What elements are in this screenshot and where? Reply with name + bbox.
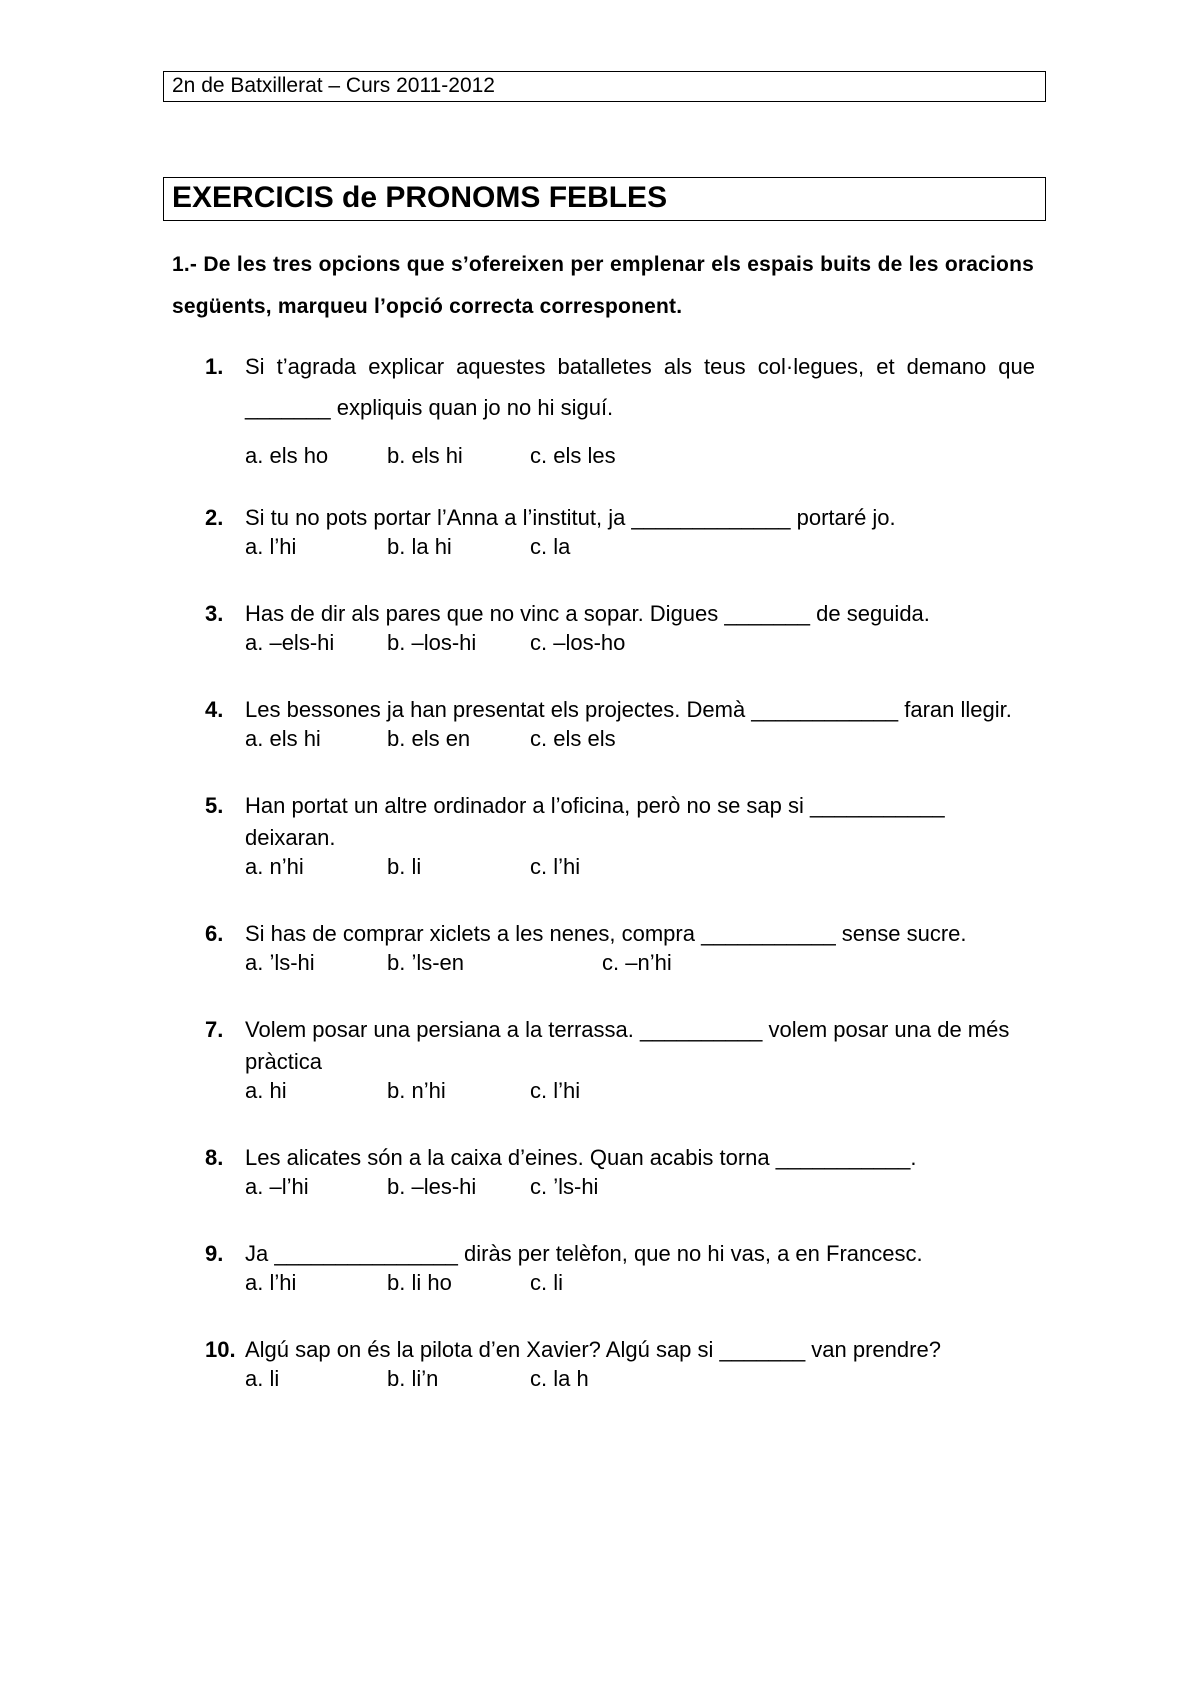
question-text: Has de dir als pares que no vinc a sopar. Digues _______ de seguida. (245, 601, 930, 626)
option-b[interactable]: b. els hi (387, 443, 463, 468)
question-text: Si tu no pots portar l’Anna a l’institut, ja _____________ portaré jo. (245, 505, 896, 530)
question-item (205, 918, 1035, 950)
option-c[interactable]: c. l’hi (530, 1078, 581, 1103)
option-b[interactable]: b. li’n (387, 1366, 439, 1391)
question-number: 10. (205, 1337, 236, 1362)
option-a[interactable]: a. –l’hi (245, 1174, 309, 1199)
question-number: 6. (205, 921, 224, 946)
option-b[interactable]: b. li (387, 854, 422, 879)
question-text: Algú sap on és la pilota d’en Xavier? Algú sap si _______ van prendre? (245, 1337, 941, 1362)
option-b[interactable]: b. –les-hi (387, 1174, 477, 1199)
answer-options (245, 726, 1035, 758)
question-text: Les alicates són a la caixa d’eines. Quan acabis torna ___________. (245, 1145, 917, 1170)
answer-options (245, 1078, 1035, 1110)
option-a[interactable]: a. ’ls-hi (245, 950, 315, 975)
question-number: 8. (205, 1145, 224, 1170)
option-a[interactable]: a. els ho (245, 443, 329, 468)
question-text: Si t’agrada explicar aquestes batalletes als teus col·legues, et demano que _______ expliquis quan jo no hi siguí. (245, 354, 1035, 420)
option-a[interactable]: a. l’hi (245, 1270, 297, 1295)
option-c[interactable]: c. la (530, 534, 571, 559)
option-a[interactable]: a. l’hi (245, 534, 297, 559)
question-item (205, 502, 1035, 534)
question-number: 7. (205, 1017, 224, 1042)
question-number: 3. (205, 601, 224, 626)
answer-options (245, 854, 1035, 886)
question-item (205, 598, 1035, 630)
option-b[interactable]: b. –los-hi (387, 630, 477, 655)
question-text: Volem posar una persiana a la terrassa. __________ volem posar una de més pràctica (245, 1017, 1010, 1074)
question-item (205, 1014, 1035, 1078)
question-item (205, 1334, 1035, 1366)
course-header: 2n de Batxillerat – Curs 2011-2012 (163, 71, 1046, 102)
option-a[interactable]: a. –els-hi (245, 630, 335, 655)
answer-options (245, 1174, 1035, 1206)
option-a[interactable]: a. hi (245, 1078, 287, 1103)
question-number: 9. (205, 1241, 224, 1266)
question-number: 1. (205, 354, 224, 379)
answer-options (245, 630, 1035, 662)
option-c[interactable]: c. –n’hi (602, 950, 672, 975)
question-number: 5. (205, 793, 224, 818)
option-b[interactable]: b. els en (387, 726, 471, 751)
question-item (205, 1142, 1035, 1174)
option-c[interactable]: c. l’hi (530, 854, 581, 879)
question-item (205, 346, 1035, 428)
option-b[interactable]: b. la hi (387, 534, 452, 559)
question-number: 4. (205, 697, 224, 722)
option-c[interactable]: c. els les (530, 443, 616, 468)
option-b[interactable]: b. n’hi (387, 1078, 446, 1103)
answer-options (245, 1366, 1035, 1398)
page-title: EXERCICIS de PRONOMS FEBLES (163, 177, 1046, 221)
option-a[interactable]: a. n’hi (245, 854, 304, 879)
option-c[interactable]: c. ’ls-hi (530, 1174, 599, 1199)
answer-options (245, 534, 1035, 566)
question-text: Han portat un altre ordinador a l’oficina, però no se sap si ___________ deixaran. (245, 793, 945, 850)
answer-options (245, 1270, 1035, 1302)
option-c[interactable]: c. els els (530, 726, 616, 751)
option-a[interactable]: a. els hi (245, 726, 321, 751)
option-c[interactable]: c. li (530, 1270, 563, 1295)
exercise-instruction: 1.- De les tres opcions que s’ofereixen per emplenar els espais buits de les oracions següents, marqueu l’opció correcta corresponent. (172, 253, 1034, 318)
option-c[interactable]: c. la h (530, 1366, 589, 1391)
question-text: Les bessones ja han presentat els projectes. Demà ____________ faran llegir. (245, 697, 1012, 722)
question-number: 2. (205, 505, 224, 530)
option-c[interactable]: c. –los-ho (530, 630, 626, 655)
question-item (205, 694, 1035, 726)
question-item (205, 1238, 1035, 1270)
question-list (205, 346, 1035, 1398)
question-item (205, 790, 1035, 854)
option-b[interactable]: b. ’ls-en (387, 950, 465, 975)
answer-options (245, 440, 1035, 472)
option-b[interactable]: b. li ho (387, 1270, 452, 1295)
question-text: Si has de comprar xiclets a les nenes, compra ___________ sense sucre. (245, 921, 967, 946)
answer-options (245, 950, 1035, 982)
option-a[interactable]: a. li (245, 1366, 280, 1391)
question-text: Ja _______________ diràs per telèfon, que no hi vas, a en Francesc. (245, 1241, 923, 1266)
